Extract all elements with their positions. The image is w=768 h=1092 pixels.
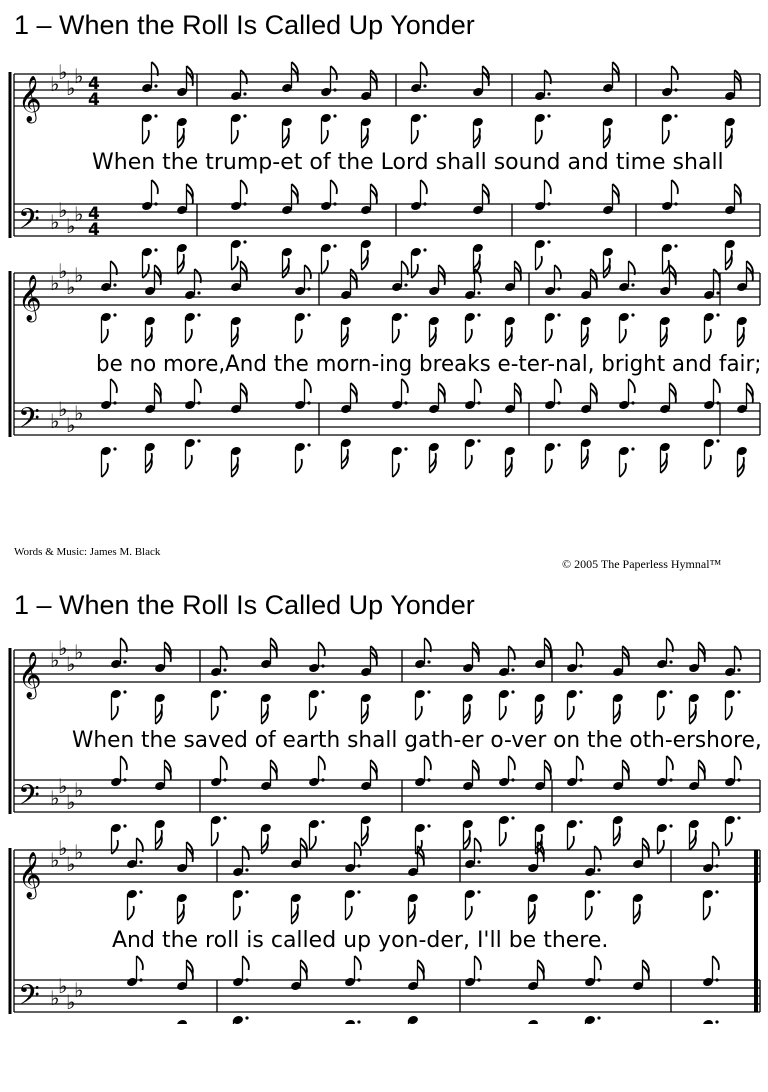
note-flag	[475, 379, 481, 393]
time-signature: 4	[88, 90, 100, 110]
note-dot	[197, 313, 200, 316]
note-flag	[735, 756, 741, 770]
flat-sign: ♭	[66, 413, 76, 437]
flat-sign: ♭	[50, 72, 60, 96]
note-dot	[579, 690, 582, 693]
note-dot	[245, 890, 248, 893]
note-flag	[322, 130, 328, 144]
note-flag	[305, 265, 311, 279]
note-dot	[579, 664, 582, 667]
note-flag	[234, 906, 240, 920]
note-dot	[245, 868, 248, 871]
note-dot	[307, 287, 310, 290]
note-dot	[113, 447, 116, 450]
note-flag	[310, 836, 316, 850]
note-flag	[186, 455, 192, 469]
note-dot	[223, 816, 226, 819]
note-dot	[511, 778, 514, 781]
flat-sign: ♭	[74, 263, 84, 287]
note-dot	[715, 978, 718, 981]
note-flag	[243, 956, 249, 970]
music-score	[0, 580, 768, 1024]
notehead	[702, 1019, 714, 1024]
note-flag	[726, 832, 732, 846]
note-flag	[568, 706, 574, 720]
note-dot	[547, 114, 550, 117]
note-dot	[404, 401, 407, 404]
note-flag	[152, 180, 158, 194]
note-flag	[121, 756, 127, 770]
note-dot	[139, 890, 142, 893]
note-dot	[674, 202, 677, 205]
note-flag	[620, 329, 626, 343]
note-dot	[423, 202, 426, 205]
note-flag	[577, 642, 583, 656]
note-flag	[663, 130, 669, 144]
flat-sign: ♭	[58, 774, 68, 798]
note-flag	[212, 832, 218, 846]
note-dot	[404, 283, 407, 286]
note-dot	[579, 778, 582, 781]
note-dot	[333, 202, 336, 205]
note-dot	[307, 313, 310, 316]
note-dot	[597, 890, 600, 893]
flat-sign: ♭	[74, 401, 84, 425]
note-dot	[674, 88, 677, 91]
note-dot	[223, 668, 226, 671]
note-flag	[577, 756, 583, 770]
note-dot	[333, 244, 336, 247]
note-flag	[232, 256, 238, 270]
note-flag	[305, 379, 311, 393]
treble-clef: 𝄞	[18, 852, 42, 898]
note-flag	[112, 840, 118, 854]
note-dot	[597, 978, 600, 981]
note-dot	[423, 248, 426, 251]
hymn-page-1	[0, 0, 768, 512]
flat-sign: ♭	[74, 640, 84, 664]
treble-clef: 𝄞	[18, 652, 42, 698]
flat-sign: ♭	[50, 271, 60, 295]
note-dot	[154, 202, 157, 205]
note-flag	[322, 260, 328, 274]
note-flag	[241, 180, 247, 194]
notehead	[176, 1019, 188, 1024]
note-flag	[672, 66, 678, 80]
note-flag	[425, 756, 431, 770]
note-dot	[321, 820, 324, 823]
note-flag	[546, 329, 552, 343]
note-flag	[629, 379, 635, 393]
hymn-title: 1 – When the Roll Is Called Up Yonder	[14, 10, 475, 40]
note-flag	[393, 463, 399, 477]
note-flag	[546, 459, 552, 473]
note-flag	[102, 329, 108, 343]
lyric-line-1: When the trump-et of the Lord shall sound and time shall	[92, 150, 724, 175]
note-dot	[307, 401, 310, 404]
flat-sign: ♭	[74, 840, 84, 864]
note-dot	[197, 439, 200, 442]
note-flag	[112, 706, 118, 720]
note-dot	[477, 439, 480, 442]
note-dot	[321, 778, 324, 781]
note-dot	[597, 1016, 600, 1019]
note-dot	[427, 824, 430, 827]
note-dot	[631, 447, 634, 450]
flat-sign: ♭	[74, 978, 84, 1002]
hymn-page-2	[0, 580, 768, 1092]
flat-sign: ♭	[50, 986, 60, 1010]
note-flag	[355, 956, 361, 970]
note-dot	[715, 1020, 718, 1023]
notehead	[527, 1019, 539, 1024]
flat-sign: ♭	[58, 259, 68, 283]
note-flag	[726, 706, 732, 720]
note-dot	[307, 443, 310, 446]
note-flag	[466, 906, 472, 920]
note-flag	[466, 329, 472, 343]
note-dot	[154, 248, 157, 251]
note-flag	[586, 906, 592, 920]
note-flag	[713, 842, 719, 856]
note-dot	[154, 114, 157, 117]
flat-sign: ♭	[50, 848, 60, 872]
note-flag	[658, 840, 664, 854]
time-signature: 4	[88, 74, 100, 94]
note-flag	[232, 130, 238, 144]
note-dot	[223, 778, 226, 781]
note-flag	[212, 706, 218, 720]
note-dot	[674, 114, 677, 117]
note-flag	[296, 329, 302, 343]
note-flag	[331, 180, 337, 194]
note-dot	[404, 313, 407, 316]
note-dot	[243, 240, 246, 243]
note-flag	[466, 455, 472, 469]
music-score	[0, 0, 768, 512]
note-dot	[716, 439, 719, 442]
note-flag	[500, 706, 506, 720]
flat-sign: ♭	[66, 652, 76, 676]
flat-sign: ♭	[58, 974, 68, 998]
note-dot	[333, 114, 336, 117]
note-dot	[511, 816, 514, 819]
note-flag	[143, 130, 149, 144]
note-flag	[416, 706, 422, 720]
note-dot	[557, 443, 560, 446]
note-flag	[555, 265, 561, 279]
note-dot	[547, 202, 550, 205]
note-dot	[737, 690, 740, 693]
treble-clef: 𝄞	[18, 76, 42, 122]
note-dot	[197, 401, 200, 404]
note-dot	[737, 816, 740, 819]
note-dot	[245, 1016, 248, 1019]
note-flag	[111, 379, 117, 393]
treble-clef: 𝄞	[18, 275, 42, 321]
flat-sign: ♭	[58, 198, 68, 222]
note-flag	[705, 329, 711, 343]
note-dot	[631, 313, 634, 316]
note-flag	[412, 130, 418, 144]
note-dot	[197, 291, 200, 294]
note-flag	[704, 906, 710, 920]
note-flag	[346, 906, 352, 920]
note-dot	[427, 778, 430, 781]
note-dot	[113, 401, 116, 404]
note-flag	[667, 756, 673, 770]
note-dot	[357, 864, 360, 867]
flat-sign: ♭	[66, 852, 76, 876]
copyright-notice: © 2005 The Paperless Hymnal™	[562, 557, 722, 571]
note-dot	[716, 291, 719, 294]
note-flag	[500, 832, 506, 846]
note-dot	[477, 291, 480, 294]
note-flag	[568, 836, 574, 850]
note-dot	[669, 660, 672, 663]
flat-sign: ♭	[74, 64, 84, 88]
note-flag	[296, 459, 302, 473]
note-dot	[243, 202, 246, 205]
bass-clef: 𝄢	[18, 779, 40, 819]
note-flag	[186, 329, 192, 343]
note-flag	[536, 256, 542, 270]
note-dot	[669, 778, 672, 781]
bass-clef: 𝄢	[18, 402, 40, 442]
notehead	[344, 1019, 356, 1024]
flat-sign: ♭	[50, 210, 60, 234]
flat-sign: ♭	[50, 409, 60, 433]
note-flag	[672, 180, 678, 194]
note-dot	[113, 283, 116, 286]
note-flag	[536, 130, 542, 144]
note-flag	[475, 956, 481, 970]
note-dot	[139, 860, 142, 863]
note-flag	[595, 956, 601, 970]
flat-sign: ♭	[66, 214, 76, 238]
lyric-line-1: When the saved of earth shall gath-er o-ver on the oth-ershore,	[72, 728, 762, 753]
note-dot	[477, 860, 480, 863]
lyric-line-2: And the roll is called up yon-der, I'll be there.	[112, 928, 609, 953]
note-dot	[579, 820, 582, 823]
note-dot	[597, 868, 600, 871]
note-flag	[509, 756, 515, 770]
note-dot	[154, 84, 157, 87]
note-dot	[669, 824, 672, 827]
note-dot	[123, 690, 126, 693]
note-flag	[355, 842, 361, 856]
note-dot	[716, 401, 719, 404]
note-dot	[123, 778, 126, 781]
flat-sign: ♭	[50, 786, 60, 810]
words-music-credit: Words & Music: James M. Black	[14, 546, 161, 558]
note-flag	[421, 180, 427, 194]
note-dot	[511, 690, 514, 693]
note-dot	[669, 690, 672, 693]
flat-sign: ♭	[66, 76, 76, 100]
note-dot	[404, 447, 407, 450]
note-dot	[357, 890, 360, 893]
note-flag	[195, 379, 201, 393]
note-flag	[714, 379, 720, 393]
note-dot	[123, 660, 126, 663]
note-flag	[137, 956, 143, 970]
flat-sign: ♭	[58, 836, 68, 860]
bass-clef: 𝄢	[18, 979, 40, 1019]
flat-sign: ♭	[66, 990, 76, 1014]
note-dot	[243, 114, 246, 117]
flat-sign: ♭	[66, 790, 76, 814]
note-dot	[423, 84, 426, 87]
flat-sign: ♭	[74, 202, 84, 226]
note-dot	[139, 978, 142, 981]
note-dot	[547, 92, 550, 95]
lyric-line-2: be no more,And the morn-ing breaks e-ter-nal, bright and fair;	[96, 352, 762, 377]
note-dot	[557, 313, 560, 316]
note-flag	[128, 906, 134, 920]
flat-sign: ♭	[58, 60, 68, 84]
note-dot	[357, 1020, 360, 1023]
note-flag	[658, 706, 664, 720]
note-dot	[333, 88, 336, 91]
note-dot	[674, 244, 677, 247]
note-flag	[705, 455, 711, 469]
note-flag	[412, 264, 418, 278]
note-dot	[427, 690, 430, 693]
time-signature: 4	[88, 204, 100, 224]
note-dot	[737, 668, 740, 671]
flat-sign: ♭	[74, 778, 84, 802]
flat-sign: ♭	[50, 648, 60, 672]
note-flag	[393, 329, 399, 343]
note-dot	[245, 978, 248, 981]
flat-sign: ♭	[58, 636, 68, 660]
note-dot	[321, 690, 324, 693]
note-dot	[715, 890, 718, 893]
flat-sign: ♭	[66, 275, 76, 299]
note-flag	[310, 706, 316, 720]
time-signature: 4	[88, 220, 100, 240]
note-flag	[545, 180, 551, 194]
note-flag	[143, 264, 149, 278]
note-dot	[113, 313, 116, 316]
note-flag	[402, 379, 408, 393]
note-dot	[715, 864, 718, 867]
bass-clef: 𝄢	[18, 203, 40, 243]
note-dot	[321, 664, 324, 667]
note-dot	[223, 690, 226, 693]
note-dot	[557, 287, 560, 290]
note-dot	[477, 401, 480, 404]
note-dot	[243, 92, 246, 95]
note-dot	[427, 660, 430, 663]
note-dot	[423, 114, 426, 117]
note-dot	[631, 283, 634, 286]
note-dot	[357, 978, 360, 981]
note-dot	[123, 824, 126, 827]
note-flag	[555, 379, 561, 393]
flat-sign: ♭	[58, 397, 68, 421]
note-dot	[557, 401, 560, 404]
hymn-title: 1 – When the Roll Is Called Up Yonder	[14, 590, 475, 620]
note-dot	[547, 240, 550, 243]
note-dot	[716, 313, 719, 316]
note-dot	[477, 313, 480, 316]
note-flag	[331, 66, 337, 80]
note-flag	[713, 956, 719, 970]
note-dot	[477, 978, 480, 981]
note-flag	[319, 756, 325, 770]
note-flag	[319, 642, 325, 656]
note-flag	[663, 260, 669, 274]
note-dot	[477, 890, 480, 893]
note-flag	[102, 463, 108, 477]
note-dot	[511, 668, 514, 671]
note-dot	[631, 401, 634, 404]
note-dot	[737, 778, 740, 781]
note-flag	[221, 756, 227, 770]
note-flag	[620, 463, 626, 477]
